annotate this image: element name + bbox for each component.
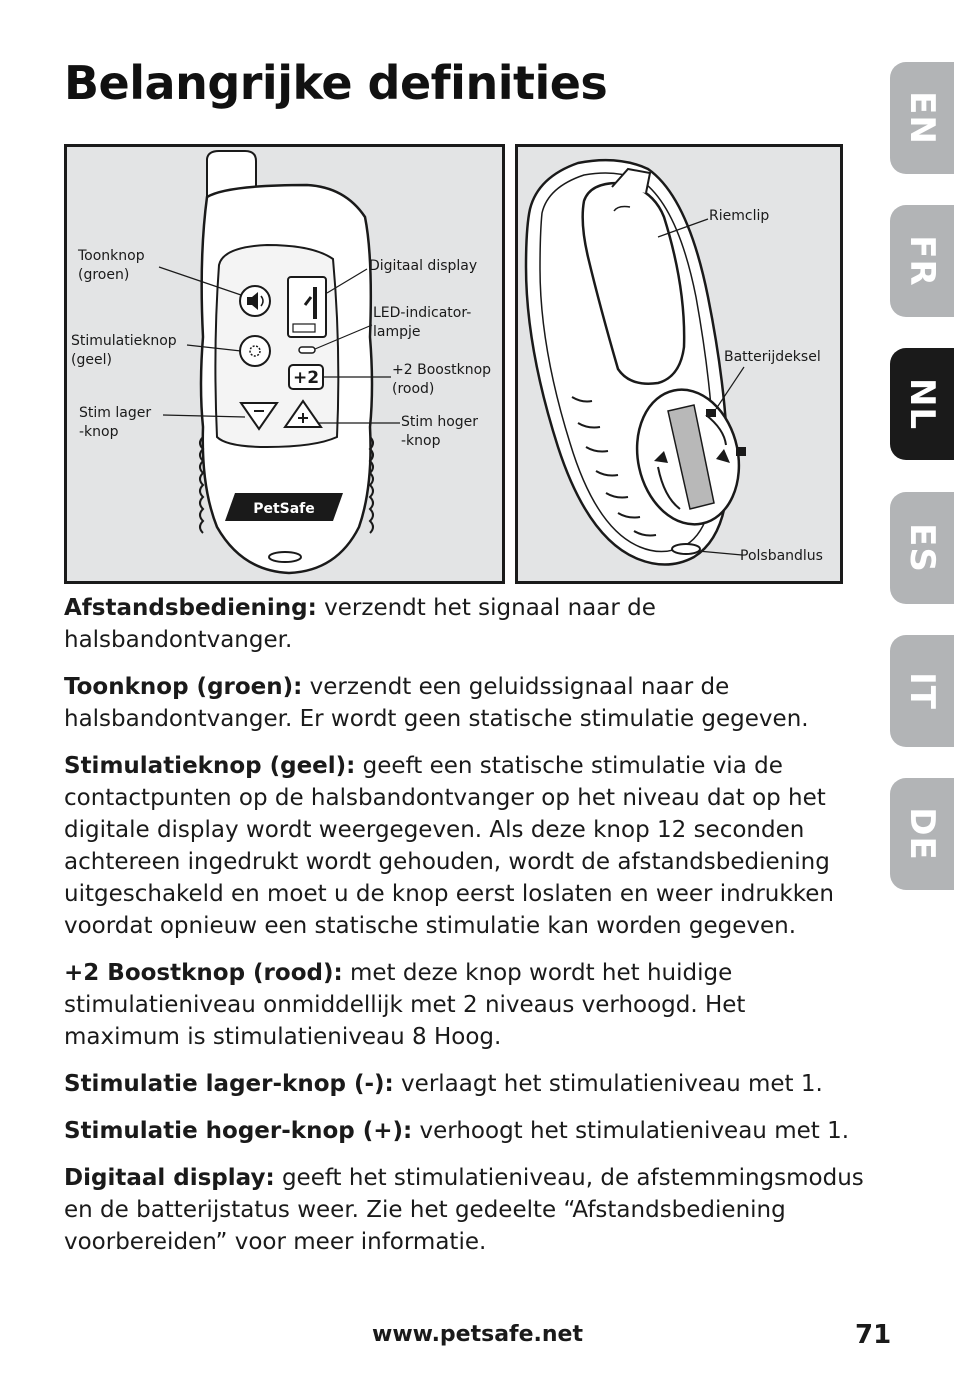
definition-term: +2 Boostknop (rood): (64, 960, 343, 986)
definition-stim-lager (64, 1068, 864, 1100)
label-led: LED-indicator- lampje (373, 305, 472, 340)
definition-term: Stimulatie hoger-knop (+): (64, 1118, 413, 1144)
definition-text: geeft het stimulatieniveau, de afstemmingsmodus en de batterijstatus weer. Zie het gedeelte “Afstandsbediening voorbereiden” voor meer informatie. (64, 1165, 864, 1255)
definition-term: Stimulatie lager-knop (-): (64, 1071, 394, 1097)
tab-en[interactable] (890, 62, 954, 174)
label-riemclip: Riemclip (709, 208, 770, 224)
label-stimulatieknop: Stimulatieknop (geel) (71, 333, 177, 368)
definition-text: geeft een statische stimulatie via de contactpunten op de halsbandontvanger op het niveau dat op het digitale display wordt weergegeven. Als deze knop 12 seconden achtereen ingedrukt wordt gehouden, wordt de afstandsbediening uitgeschakeld en moet u de knop eerst loslaten en weer indrukken voordat opnieuw een statische stimulatie kan worden gegeven. (64, 753, 834, 939)
definition-term: Stimulatieknop (geel): (64, 753, 356, 779)
definition-toonknop (64, 671, 864, 735)
definition-term: Afstandsbediening: (64, 595, 317, 621)
definitions-list (64, 592, 864, 1273)
tab-nl[interactable] (890, 348, 954, 460)
remote-front-illustration (64, 144, 505, 584)
tab-it[interactable] (890, 635, 954, 747)
definition-text: verzendt het signaal naar de halsbandontvanger. (64, 595, 656, 653)
tab-fr[interactable] (890, 205, 954, 317)
definition-term: Toonknop (groen): (64, 674, 303, 700)
boost-button-text: +2 (292, 368, 320, 388)
definition-stimulatieknop (64, 750, 864, 942)
tab-label: EN (902, 91, 942, 145)
definition-afstandsbediening (64, 592, 864, 656)
label-polsbandlus: Polsbandlus (740, 548, 823, 564)
page-number: 71 (855, 1320, 892, 1350)
definition-term: Digitaal display: (64, 1165, 275, 1191)
footer-url[interactable]: www.petsafe.net (372, 1322, 583, 1347)
definition-stim-hoger (64, 1115, 864, 1147)
tab-label: FR (902, 235, 942, 287)
label-digitaal-display: Digitaal display (369, 258, 478, 274)
tab-de[interactable] (890, 778, 954, 890)
tab-es[interactable] (890, 492, 954, 604)
definition-text: verzendt een geluidssignaal naar de halsbandontvanger. Er wordt geen statische stimulatie gegeven. (64, 674, 809, 732)
definition-digitaal-display (64, 1162, 864, 1258)
label-toonknop: Toonknop (groen) (78, 248, 145, 283)
remote-back-illustration (515, 144, 843, 584)
definition-text: verlaagt het stimulatieniveau met 1. (393, 1071, 823, 1097)
tab-label: IT (902, 672, 942, 710)
definition-text: verhoogt het stimulatieniveau met 1. (412, 1118, 850, 1144)
brand-logo: PetSafe (253, 501, 315, 517)
label-stim-hoger: Stim hoger -knop (401, 414, 479, 449)
label-boost: +2 Boostknop (rood) (392, 362, 492, 397)
tab-label: ES (902, 523, 942, 573)
tab-label: NL (902, 377, 942, 431)
label-batterijdeksel: Batterijdeksel (724, 349, 821, 365)
definition-text: met deze knop wordt het huidige stimulatieniveau onmiddellijk met 2 niveaus verhoogd. Het maximum is stimulatieniveau 8 Hoog. (64, 960, 746, 1050)
definition-boostknop (64, 957, 864, 1053)
page-title: Belangrijke definities (64, 56, 608, 110)
label-stim-lager: Stim lager -knop (79, 405, 152, 440)
tab-label: DE (902, 807, 942, 861)
